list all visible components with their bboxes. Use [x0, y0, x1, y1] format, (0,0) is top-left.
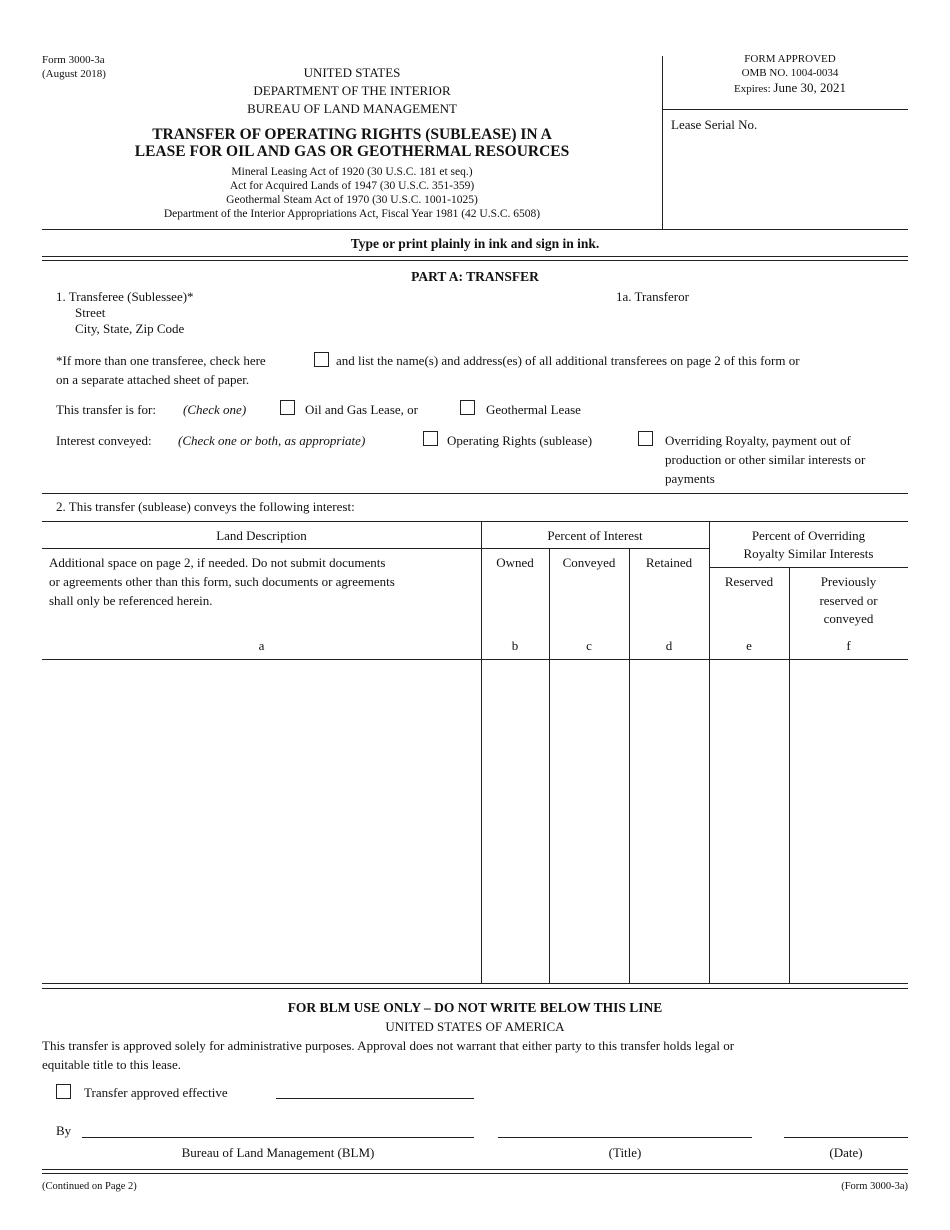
land-description-input[interactable]	[43, 661, 480, 982]
double-rule-bottom	[42, 260, 908, 261]
previously-header-1: Previously	[820, 574, 877, 589]
geothermal-label: Geothermal Lease	[486, 402, 581, 417]
title-caption: (Title)	[608, 1145, 642, 1160]
act-2: Act for Acquired Lands of 1947 (30 U.S.C. 351-359)	[229, 180, 475, 192]
operating-rights-label: Operating Rights (sublease)	[447, 433, 593, 448]
percent-interest-header: Percent of Interest	[547, 528, 643, 543]
table-top-rule	[42, 521, 908, 522]
street-label: Street	[75, 305, 106, 320]
multi-transferee-note-line2: on a separate attached sheet of paper.	[56, 372, 250, 387]
col-letter-c: c	[586, 638, 592, 653]
expires-label: Expires:	[733, 83, 771, 95]
previously-header-3: conveyed	[823, 611, 874, 626]
transfer-for-label: This transfer is for:	[56, 402, 157, 417]
form-reference: (Form 3000-3a)	[841, 1181, 908, 1192]
col-letter-f: f	[846, 638, 851, 653]
omb-divider	[662, 109, 908, 110]
act-1: Mineral Leasing Act of 1920 (30 U.S.C. 181 et seq.)	[231, 166, 473, 178]
approved-effective-date-field[interactable]	[276, 1098, 474, 1099]
table-bottom-rule-2	[42, 988, 908, 989]
overriding-royalty-label-1: Overriding Royalty, payment out of	[665, 433, 851, 448]
expires	[670, 80, 910, 96]
ink-instruction: Type or print plainly in ink and sign in ink.	[350, 236, 600, 251]
col-letter-b: b	[511, 638, 519, 653]
form-approved: FORM APPROVED	[744, 53, 836, 65]
transfer-approved-checkbox[interactable]	[56, 1084, 71, 1099]
percent-overriding-header-1: Percent of Overriding	[751, 528, 866, 543]
form-title-line-2: LEASE FOR OIL AND GAS OR GEOTHERMAL RESOURCES	[134, 143, 570, 160]
percent-overriding-header-2: Royalty Similar Interests	[743, 546, 874, 561]
land-note-line-1: Additional space on page 2, if needed. Do not submit documents	[49, 555, 386, 570]
land-note-line-3: shall only be referenced herein.	[49, 593, 213, 608]
override-subheader-rule	[709, 567, 908, 568]
date-caption: (Date)	[829, 1145, 863, 1160]
multi-transferee-checkbox[interactable]	[314, 352, 329, 367]
table-bottom-rule-1	[42, 983, 908, 984]
table-subheader-rule	[42, 548, 709, 549]
owned-input[interactable]	[482, 661, 548, 982]
interest-conveyed-hint: (Check one or both, as appropriate)	[178, 433, 366, 448]
transfer-approved-label: Transfer approved effective	[84, 1085, 228, 1100]
overriding-royalty-label-3: payments	[665, 471, 715, 486]
blm-caption: Bureau of Land Management (BLM)	[181, 1145, 375, 1160]
col-letter-d: d	[665, 638, 673, 653]
conveyed-header: Conveyed	[562, 555, 616, 570]
transferee-label: 1. Transferee (Sublessee)*	[56, 289, 194, 304]
part-a-title: PART A: TRANSFER	[411, 269, 539, 284]
oil-gas-label: Oil and Gas Lease, or	[305, 402, 418, 417]
previously-reserved-input[interactable]	[790, 661, 907, 982]
retained-header: Retained	[645, 555, 693, 570]
agency-line-3: BUREAU OF LAND MANAGEMENT	[247, 101, 457, 116]
transferee-input[interactable]	[250, 287, 590, 337]
retained-input[interactable]	[630, 661, 708, 982]
conveyed-input[interactable]	[550, 661, 628, 982]
date-field[interactable]	[784, 1137, 908, 1138]
operating-rights-checkbox[interactable]	[423, 431, 438, 446]
blm-use-subheading: UNITED STATES OF AMERICA	[385, 1019, 565, 1034]
title-field[interactable]	[498, 1137, 752, 1138]
double-rule-top	[42, 256, 908, 257]
footer-rule-2	[42, 1173, 908, 1174]
section-2-label: 2. This transfer (sublease) conveys the following interest:	[56, 499, 355, 514]
lease-serial-input[interactable]	[670, 136, 906, 224]
land-description-header: Land Description	[216, 528, 307, 543]
oil-gas-checkbox[interactable]	[280, 400, 295, 415]
transfer-for-hint: (Check one)	[183, 402, 247, 417]
header-divider	[662, 56, 663, 229]
reserved-header: Reserved	[724, 574, 774, 589]
act-3: Geothermal Steam Act of 1970 (30 U.S.C. 1001-1025)	[226, 194, 478, 206]
col-letter-e: e	[746, 638, 752, 653]
form-number: Form 3000-3a	[42, 54, 105, 66]
previously-header-2: reserved or	[819, 593, 878, 608]
footer-rule-1	[42, 1169, 908, 1170]
geothermal-checkbox[interactable]	[460, 400, 475, 415]
col-letter-a: a	[258, 638, 265, 653]
transferor-input[interactable]	[712, 287, 908, 337]
by-label: By	[56, 1123, 72, 1138]
blm-note-line-1: This transfer is approved solely for administrative purposes. Approval does not warrant that either party to this transfer holds legal or	[42, 1038, 735, 1053]
reserved-input[interactable]	[710, 661, 788, 982]
blm-signature-field[interactable]	[82, 1137, 474, 1138]
overriding-royalty-checkbox[interactable]	[638, 431, 653, 446]
agency-line-1: UNITED STATES	[303, 65, 401, 80]
city-label: City, State, Zip Code	[75, 321, 185, 336]
section-2-top-rule	[42, 493, 908, 494]
multi-transferee-note: *If more than one transferee, check here	[56, 353, 266, 368]
blm-use-heading: FOR BLM USE ONLY – DO NOT WRITE BELOW THIS LINE	[287, 1000, 663, 1015]
header-bottom-rule	[42, 229, 908, 230]
act-4: Department of the Interior Appropriations Act, Fiscal Year 1981 (42 U.S.C. 6508)	[163, 208, 541, 220]
land-note-line-2: or agreements other than this form, such documents or agreements	[49, 574, 395, 589]
interest-conveyed-label: Interest conveyed:	[56, 433, 152, 448]
form-title-line-1: TRANSFER OF OPERATING RIGHTS (SUBLEASE) IN A	[152, 126, 552, 143]
blm-note-line-2: equitable title to this lease.	[42, 1057, 181, 1072]
omb-number: OMB NO. 1004-0034	[741, 67, 839, 79]
overriding-royalty-label-2: production or other similar interests or	[665, 452, 866, 467]
expires-date: June 30, 2021	[773, 80, 846, 95]
multi-transferee-note-cont: and list the name(s) and address(es) of all additional transferees on page 2 of this form or	[336, 353, 800, 368]
lease-serial-label: Lease Serial No.	[671, 117, 758, 132]
continued-note: (Continued on Page 2)	[42, 1181, 137, 1192]
transferor-label: 1a. Transferor	[616, 289, 689, 304]
form-date: (August 2018)	[42, 68, 106, 80]
owned-header: Owned	[496, 555, 534, 570]
table-header-bottom-rule	[42, 659, 908, 660]
agency-line-2: DEPARTMENT OF THE INTERIOR	[253, 83, 451, 98]
